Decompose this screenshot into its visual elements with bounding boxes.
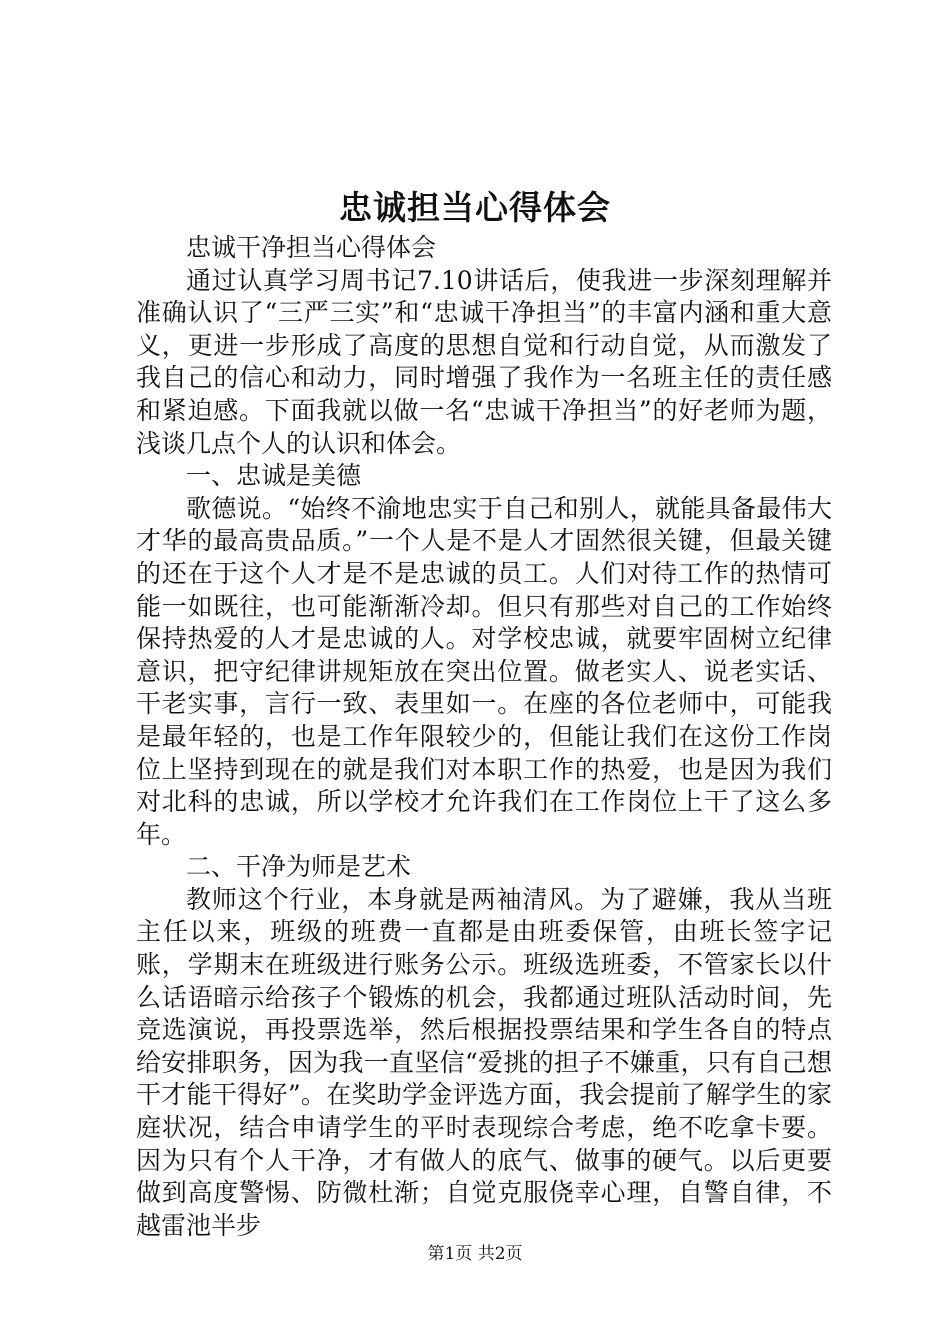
page-number-footer: 第1页 共2页	[427, 1244, 523, 1264]
section-heading-integrity: 二、干净为师是艺术	[186, 852, 412, 882]
intro-paragraph: 通过认真学习周书记7.10讲话后，使我进一步深刻理解并准确认识了“三严三实”和“忠诚干净担当”的丰富内涵和重大意义，更进一步形成了高度的思想自觉和行动自觉，从而激发了我自己的信心和动力，同时增强了我作为一名班主任的责任感和紧迫感。下面我就以做一名“忠诚干净担当”的好老师为题，浅谈几点个人的认识和体会。	[136, 265, 832, 458]
section-heading-loyalty: 一、忠诚是美德	[186, 461, 362, 491]
document-title: 忠诚担当心得体会	[339, 188, 611, 227]
integrity-paragraph: 教师这个行业，本身就是两袖清风。为了避嫌，我从当班主任以来，班级的班费一直都是由班委保管，由班长签字记账，学期末在班级进行账务公示。班级选班委，不管家长以什么话语暗示给孩子个锻炼的机会，我都通过班队活动时间，先竞选演说，再投票选举，然后根据投票结果和学生各自的特点给安排职务，因为我一直坚信“爱挑的担子不嫌重，只有自己想干才能干得好”。在奖助学金评选方面，我会提前了解学生的家庭状况，结合申请学生的平时表现综合考虑，绝不吃拿卡要。因为只有个人干净，才有做人的底气、做事的硬气。以后更要做到高度警惕、防微杜渐；自觉克服侥幸心理，自警自律，不越雷池半步	[136, 884, 832, 1240]
document-body	[136, 232, 832, 1242]
subtitle-paragraph: 忠诚干净担当心得体会	[186, 233, 437, 262]
loyalty-paragraph: 歌德说。“始终不渝地忠实于自己和别人，就能具备最伟大才华的最高贵品质。”一个人是不是人才固然很关键，但最关键的还在于这个人才是不是忠诚的员工。人们对待工作的热情可能一如既往，也可能渐渐冷却。但只有那些对自己的工作始终保持热爱的人才是忠诚的人。对学校忠诚，就要牢固树立纪律意识，把守纪律讲规矩放在突出位置。做老实人、说老实话、干老实事，言行一致、表里如一。在座的各位老师中，可能我是最年轻的，也是工作年限较少的，但能让我们在这份工作岗位上坚持到现在的就是我们对本职工作的热爱，也是因为我们对北科的忠诚，所以学校才允许我们在工作岗位上干了这么多年。	[136, 493, 832, 849]
